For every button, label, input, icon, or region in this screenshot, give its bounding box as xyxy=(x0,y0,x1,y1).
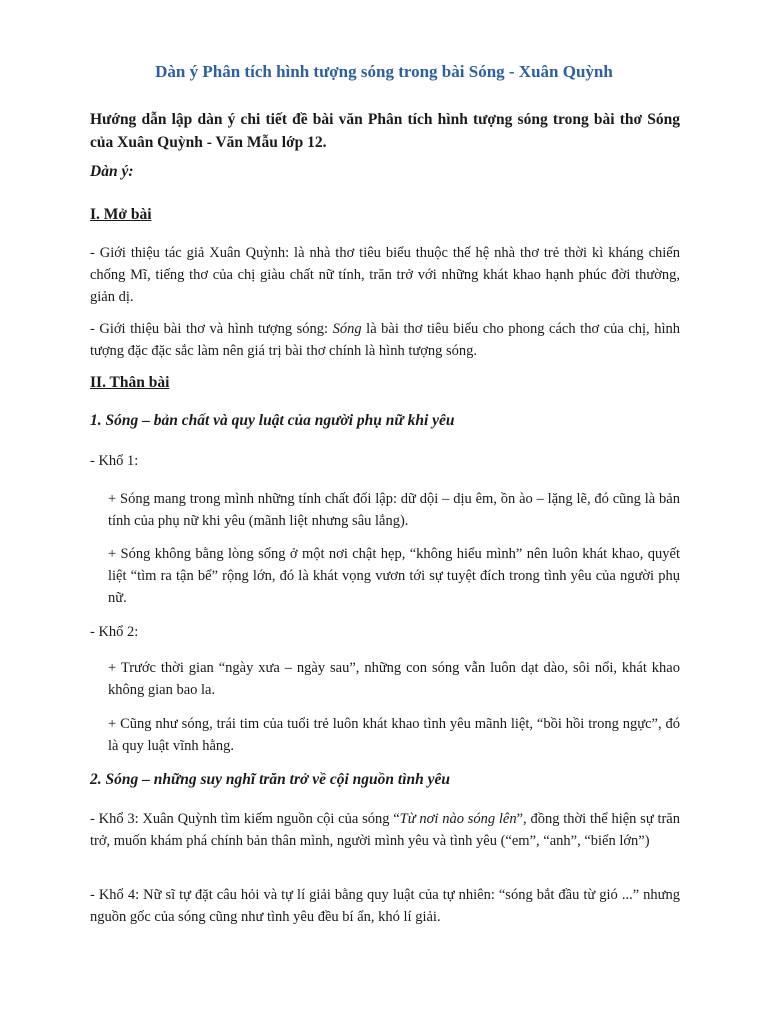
paragraph-author-intro: - Giới thiệu tác giả Xuân Quỳnh: là nhà thơ tiêu biểu thuộc thế hệ nhà thơ trẻ thời kì kháng chiến chống Mĩ, tiếng thơ của chị giàu chất nữ tính, trăn trở với những khát khao hạnh phúc đời thường, giản dị. xyxy=(90,245,680,305)
stanza-3-paragraph: - Khổ 3: Xuân Quỳnh tìm kiếm nguồn cội của sóng “Từ nơi nào sóng lên”, đồng thời thể hiện sự trăn trở, muốn khám phá chính bản thân mình, người mình yêu và tình yêu (“em”, “anh”, “biển lớn”) xyxy=(90,811,680,849)
stanza-1-label: - Khổ 1: xyxy=(90,453,139,469)
heading-mo-bai: I. Mở bài xyxy=(90,206,152,223)
quote-em: Từ nơi nào sóng lên xyxy=(399,811,517,827)
outline-label: Dàn ý: xyxy=(90,163,134,180)
document-title: Dàn ý Phân tích hình tượng sóng trong bài Sóng - Xuân Quỳnh xyxy=(155,62,613,81)
poem-title-em: Sóng xyxy=(332,321,362,337)
intro-paragraph: Hướng dẫn lập dàn ý chi tiết đề bài văn Phân tích hình tượng sóng trong bài thơ Sóng của Xuân Quỳnh - Văn Mẫu lớp 12. xyxy=(90,111,680,151)
stanza-2-point-a: + Trước thời gian “ngày xưa – ngày sau”, những con sóng vẫn luôn dạt dào, sôi nổi, khát khao không gian bao la. xyxy=(108,660,680,698)
stanza-2-label: - Khổ 2: xyxy=(90,624,139,640)
section-2-heading: 2. Sóng – những suy nghĩ trăn trở về cội nguồn tình yêu xyxy=(90,771,450,788)
heading-than-bai: II. Thân bài xyxy=(90,374,170,391)
stanza-4-paragraph: - Khổ 4: Nữ sĩ tự đặt câu hỏi và tự lí giải bằng quy luật của tự nhiên: “sóng bắt đầu từ gió ...” nhưng nguồn gốc của sóng cũng như tình yêu đều bí ẩn, khó lí giải. xyxy=(90,887,680,925)
stanza-2-point-b: + Cũng như sóng, trái tim của tuổi trẻ luôn khát khao tình yêu mãnh liệt, “bồi hồi trong ngực”, đó là quy luật vĩnh hằng. xyxy=(108,716,680,754)
paragraph-poem-intro: - Giới thiệu bài thơ và hình tượng sóng: Sóng là bài thơ tiêu biểu cho phong cách thơ của chị, hình tượng đặc đặc sắc làm nên giá trị bài thơ chính là hình tượng sóng. xyxy=(90,321,681,359)
section-1-heading: 1. Sóng – bản chất và quy luật của người phụ nữ khi yêu xyxy=(90,412,455,429)
stanza-1-point-b: + Sóng không bằng lòng sống ở một nơi chật hẹp, “không hiểu mình” nên luôn khát khao, quyết liệt “tìm ra tận bể” rộng lớn, đó là khát vọng vươn tới sự tuyệt đích trong tình yêu của người phụ nữ. xyxy=(108,546,680,606)
stanza-1-point-a: + Sóng mang trong mình những tính chất đối lập: dữ dội – dịu êm, ồn ào – lặng lẽ, đó cũng là bản tính của phụ nữ khi yêu (mãnh liệt nhưng sâu lắng). xyxy=(108,491,680,529)
